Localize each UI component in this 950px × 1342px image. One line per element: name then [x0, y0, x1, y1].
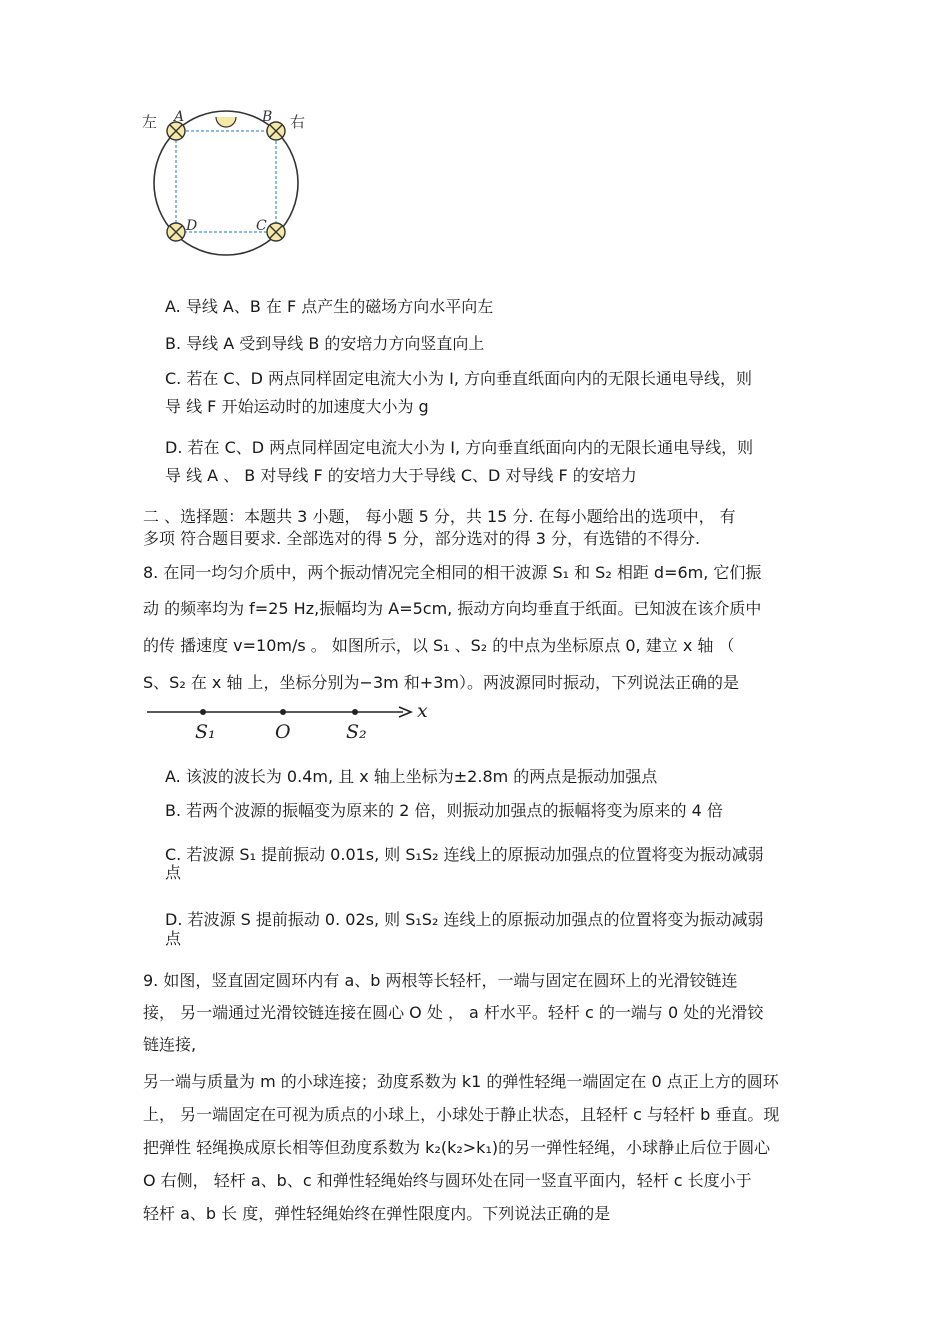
q8-line2: 动 的频率均为 f=25 Hz,振幅均为 A=5cm, 振动方向均垂直于纸面。已知波在该介质中: [143, 599, 762, 618]
label-right: 右: [290, 113, 306, 131]
point-s1: [200, 709, 206, 715]
dashed-square: [176, 131, 276, 232]
label-a: A: [174, 109, 185, 125]
x-axis-diagram: [143, 698, 433, 750]
q7-option-d-line1: D. 若在 C、D 两点同样固定电流大小为 I, 方向垂直纸面向内的无限长通电导线，则: [165, 438, 754, 457]
q9-line1: 9. 如图，竖直固定圆环内有 a、b 两根等长轻杆，一端与固定在圆环上的光滑铰链连: [143, 971, 738, 990]
section2-line1: 二 、选择题：本题共 3 小题， 每小题 5 分，共 15 分. 在每小题给出的选项中， 有: [143, 507, 736, 526]
q8-option-d-line2: 点: [165, 929, 182, 948]
ring-figure: [140, 105, 320, 260]
label-s2: S₂: [346, 721, 367, 743]
label-o: O: [275, 721, 291, 743]
q9-line7: O 右侧， 轻杆 a、b、c 和弹性轻绳始终与圆环处在同一竖直平面内，轻杆 c 长度小于: [143, 1171, 752, 1190]
q8-option-d-line1: D. 若波源 S 提前振动 0. 02s, 则 S₁S₂ 连线上的原振动加强点的位置将变为振动减弱: [165, 910, 764, 929]
q9-line3: 链连接,: [143, 1035, 197, 1054]
wire-c: [267, 223, 285, 241]
q9-line8: 轻杆 a、b 长 度，弹性轻绳始终在弹性限度内。下列说法正确的是: [143, 1204, 611, 1223]
section2-line2: 多项 符合题目要求. 全部选对的得 5 分，部分选对的得 3 分，有选错的不得分.: [143, 529, 701, 548]
point-o: [280, 709, 286, 715]
label-d: D: [186, 218, 198, 234]
label-left: 左: [142, 113, 158, 131]
q7-option-d-line2: 导 线 A 、 B 对导线 F 的安培力大于导线 C、D 对导线 F 的安培力: [165, 466, 637, 485]
q9-line6: 把弹性 轻绳换成原长相等但劲度系数为 k₂(k₂>k₁)的另一弹性轻绳，小球静止后位于圆心: [143, 1138, 771, 1157]
label-b: B: [262, 109, 273, 125]
q9-line5: 上， 另一端固定在可视为质点的小球上，小球处于静止状态，且轻杆 c 与轻杆 b 垂直。现: [143, 1105, 780, 1124]
q7-option-a: A. 导线 A、B 在 F 点产生的磁场方向水平向左: [165, 297, 494, 316]
wire-d: [167, 223, 185, 241]
q8-option-c-line2: 点: [165, 863, 182, 882]
q8-option-a: A. 该波的波长为 0.4m, 且 x 轴上坐标为±2.8m 的两点是振动加强点: [165, 767, 658, 786]
q9-line2: 接， 另一端通过光滑铰链连接在圆心 O 处 ， a 杆水平。轻杆 c 的一端与 0 处的光滑铰: [143, 1003, 764, 1022]
q7-option-c-line1: C. 若在 C、D 两点同样固定电流大小为 I, 方向垂直纸面向内的无限长通电导线，则: [165, 369, 752, 388]
label-s1: S₁: [195, 721, 216, 743]
x-axis-figure: [143, 698, 433, 750]
q7-option-b: B. 导线 A 受到导线 B 的安培力方向竖直向上: [165, 334, 485, 353]
wire-f-partial: [216, 117, 236, 127]
q9-line4: 另一端与质量为 m 的小球连接；劲度系数为 k1 的弹性轻绳一端固定在 0 点正上方的圆环: [143, 1072, 779, 1091]
q8-option-b: B. 若两个波源的振幅变为原来的 2 倍，则振动加强点的振幅将变为原来的 4 倍: [165, 801, 723, 820]
label-x: x: [417, 700, 428, 722]
q8-option-c-line1: C. 若波源 S₁ 提前振动 0.01s, 则 S₁S₂ 连线上的原振动加强点的位置将变为振动减弱: [165, 845, 764, 864]
point-s2: [352, 709, 358, 715]
label-c: C: [256, 218, 267, 234]
q7-option-c-line2: 导 线 F 开始运动时的加速度大小为 g: [165, 397, 429, 416]
q8-line1: 8. 在同一均匀介质中，两个振动情况完全相同的相干波源 S₁ 和 S₂ 相距 d=6m, 它们振: [143, 563, 762, 582]
ring-diagram: [140, 105, 320, 260]
q8-line4: S、S₂ 在 x 轴 上，坐标分别为−3m 和+3m）。两波源同时振动，下列说法正确的是: [143, 673, 739, 692]
q8-line3: 的传 播速度 v=10m/s 。 如图所示，以 S₁ 、S₂ 的中点为坐标原点 0, 建立 x 轴 （: [143, 636, 735, 655]
